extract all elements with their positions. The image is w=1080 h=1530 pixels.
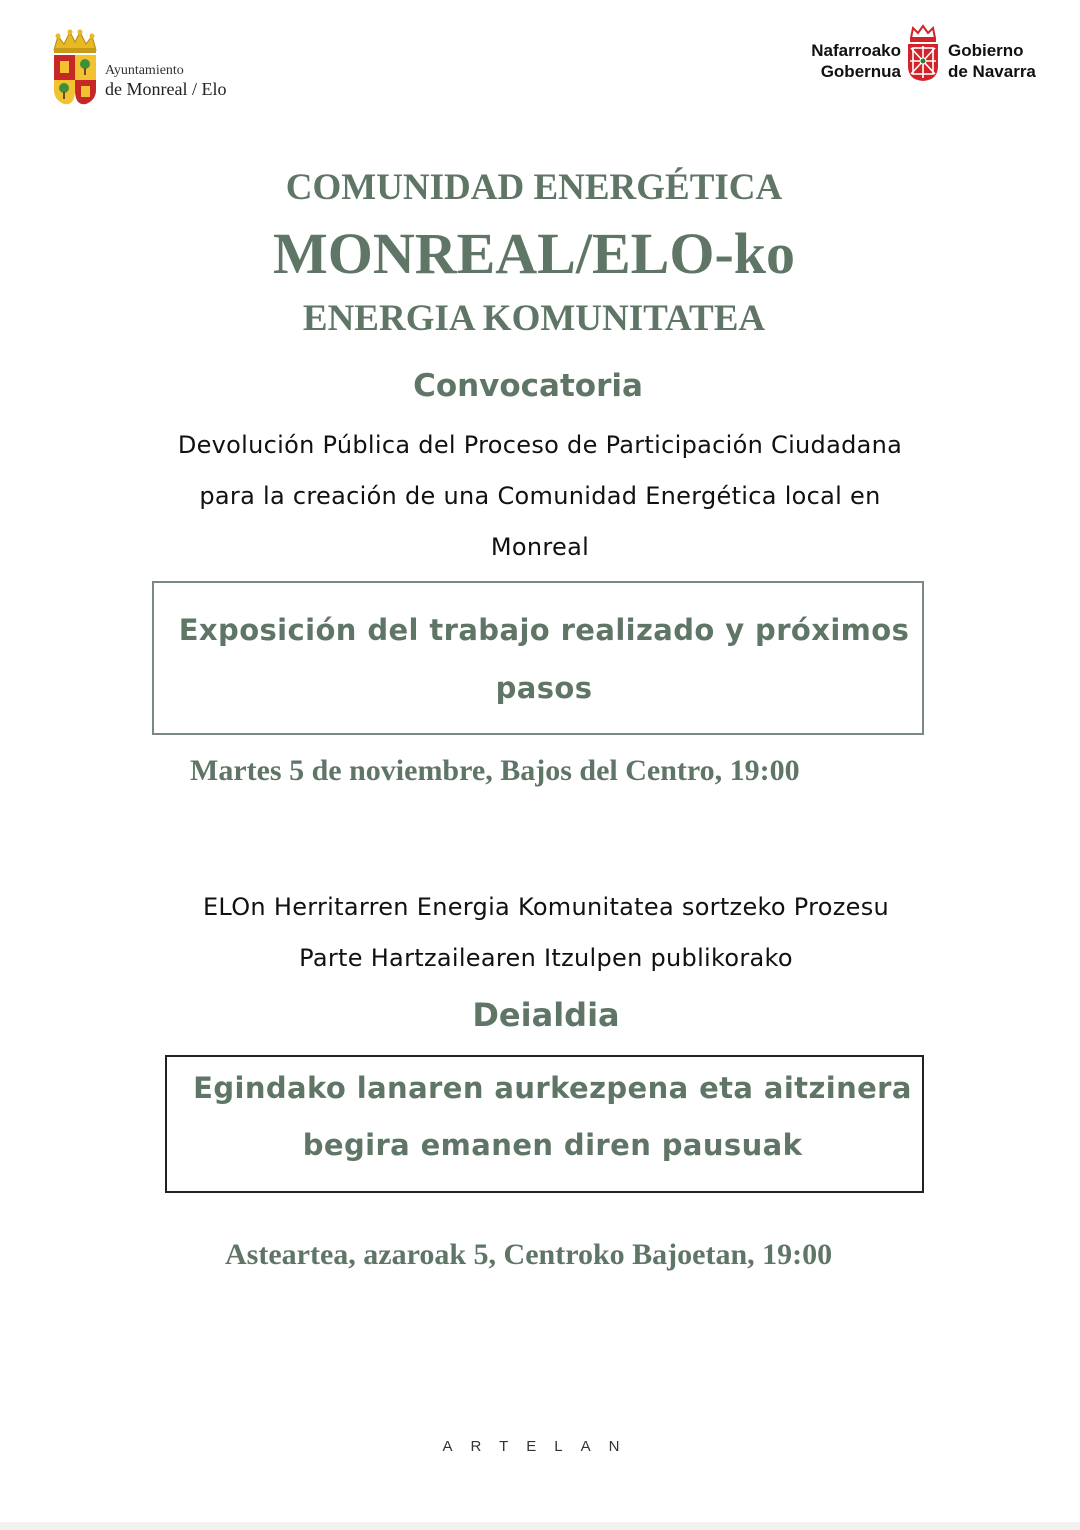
spanish-description-line-3: Monreal	[490, 533, 590, 561]
gobierno-navarra-logo	[795, 24, 1050, 84]
artelan-brand-logo: ARTELAN	[442, 1438, 638, 1455]
bottom-divider	[0, 1522, 1080, 1530]
basque-agenda-line-2: begira emanen diren pausuak	[302, 1128, 803, 1162]
title-line-3: ENERGIA KOMUNITATEA	[302, 298, 766, 339]
ayuntamiento-logo	[50, 28, 245, 118]
logo-basque-line1: Nafarroako	[811, 41, 901, 60]
basque-description-line-1: ELOn Herritarren Energia Komunitatea sortzeko Prozesu	[202, 893, 890, 921]
spanish-description-line-1: Devolución Pública del Proceso de Participación Ciudadana	[177, 431, 903, 459]
title-line-2: MONREAL/ELO-ko	[272, 221, 796, 286]
basque-agenda-line-1: Egindako lanaren aurkezpena eta aitzinera	[193, 1071, 912, 1105]
basque-event-date: Asteartea, azaroak 5, Centroko Bajoetan, 19:00	[225, 1238, 833, 1271]
navarra-emblem-icon	[905, 24, 941, 82]
spanish-agenda-line-1: Exposición del trabajo realizado y próximos	[178, 613, 910, 647]
spanish-agenda-box	[152, 581, 924, 735]
logo-basque-line2: Gobernua	[820, 62, 901, 81]
basque-agenda-box	[165, 1055, 924, 1193]
spanish-heading: Convocatoria	[413, 368, 643, 404]
spanish-description-line-2: para la creación de una Comunidad Energética local en	[199, 482, 881, 510]
logo-text-ayuntamiento: Ayuntamiento	[105, 63, 184, 78]
title-line-1: COMUNIDAD ENERGÉTICA	[285, 167, 783, 208]
basque-heading: Deialdia	[472, 996, 620, 1034]
logo-text-basque	[795, 40, 901, 82]
logo-spanish-line2: de Navarra	[948, 62, 1036, 81]
spanish-agenda-line-2: pasos	[495, 671, 593, 705]
spanish-event-date: Martes 5 de noviembre, Bajos del Centro, 19:00	[190, 754, 800, 787]
coat-of-arms-icon	[50, 28, 100, 108]
logo-spanish-line1: Gobierno	[948, 41, 1024, 60]
logo-text-spanish	[948, 40, 1036, 82]
basque-description-line-2: Parte Hartzailearen Itzulpen publikorako	[299, 944, 793, 972]
logo-text-municipality: de Monreal / Elo	[105, 79, 227, 99]
